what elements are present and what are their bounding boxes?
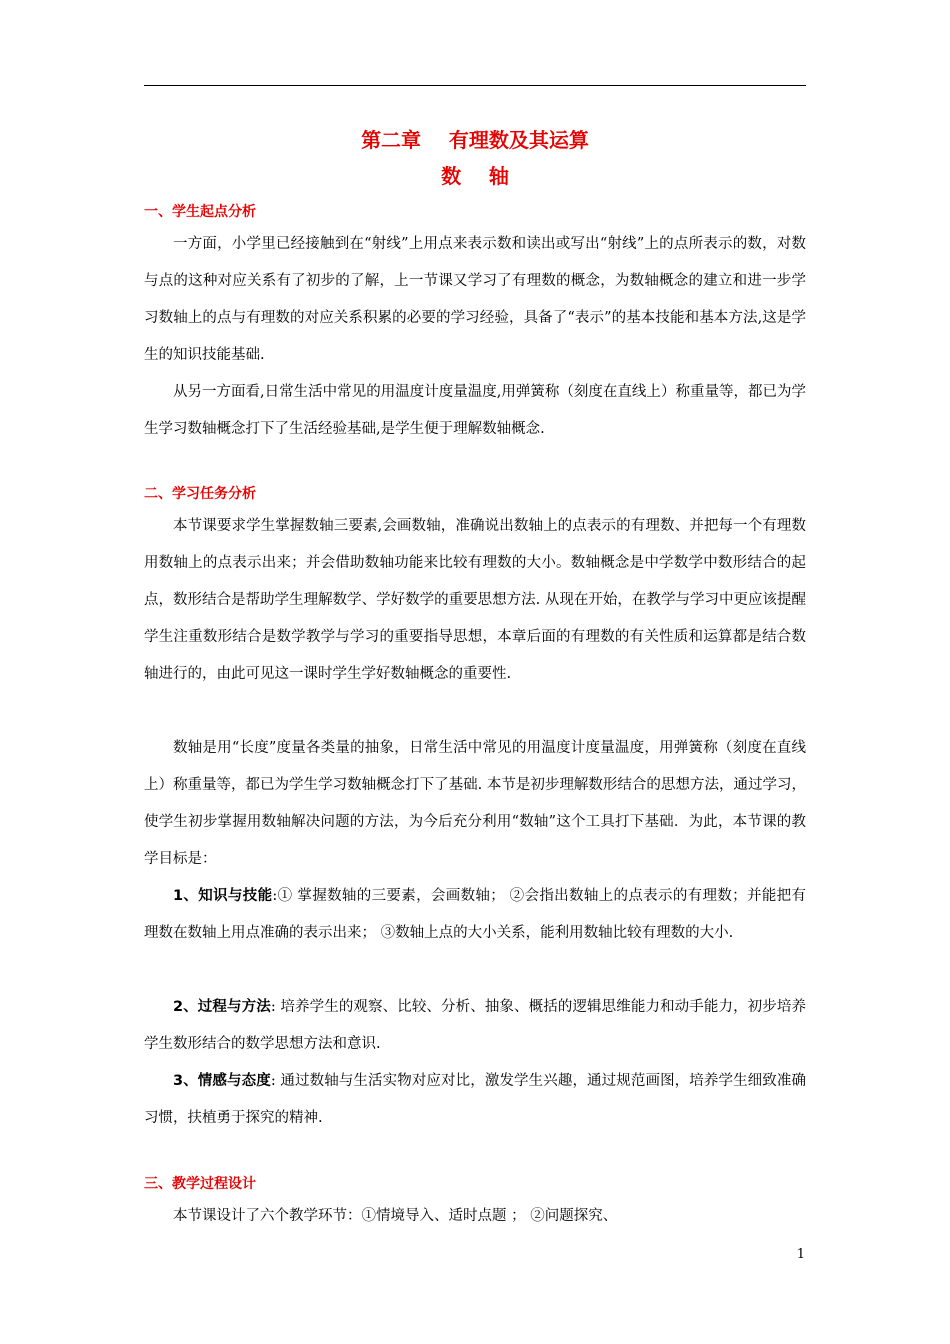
goal-text: :① 掌握数轴的三要素，会画数轴； ②会指出数轴上的点表示的有理数；并能把有理数在数轴上用点准确的表示出来； ③数轴上点的大小关系，能利用数轴比较有理数的大小. — [144, 888, 806, 941]
header-rule — [144, 85, 806, 86]
page-number: 1 — [796, 1247, 805, 1262]
goal-emotion-attitude — [144, 1063, 806, 1137]
chapter-title: 第二章 有理数及其运算 — [361, 128, 589, 152]
section-heading-teaching-process: 三、教学过程设计 — [144, 1176, 256, 1192]
section-heading-student-analysis: 一、学生起点分析 — [144, 204, 256, 220]
paragraph: 本节课要求学生掌握数轴三要素,会画数轴，准确说出数轴上的点表示的有理数、并把每一个有理数用数轴上的点表示出来；并会借助数轴功能来比较有理数的大小。数轴概念是中学数学中数形结合的起点，数形结合是帮助学生理解数学、学好数学的重要思想方法. 从现在开始，在教学与学习中更应该提醒学生注重数形结合是数学教学与学习的重要指导思想，本章后面的有理数的有关性质和运算都是结合数轴进行的，由此可见这一课时学生学好数轴概念的重要性. — [144, 518, 806, 682]
goal-text: : 培养学生的观察、比较、分析、抽象、概括的逻辑思维能力和动手能力，初步培养学生数形结合的数学思想方法和意识. — [144, 999, 806, 1052]
paragraph: 从另一方面看,日常生活中常见的用温度计度量温度,用弹簧称（刻度在直线上）称重量等，都已为学生学习数轴概念打下了生活经验基础,是学生便于理解数轴概念. — [144, 384, 806, 437]
paragraph: 数轴是用“长度”度量各类量的抽象，日常生活中常见的用温度计度量温度，用弹簧称（刻度在直线上）称重量等，都已为学生学习数轴概念打下了基础. 本节是初步理解数形结合的思想方法，通过学习，使学生初步掌握用数轴解决问题的方法，为今后充分利用“数轴”这个工具打下基础．为此，本节课的教学目标是： — [144, 740, 806, 867]
paragraph: 本节课设计了六个教学环节：①情境导入、适时点题 ； ②问题探究、 — [173, 1208, 618, 1224]
goal-knowledge-skills — [144, 878, 806, 952]
goal-text: : 通过数轴与生活实物对应对比，激发学生兴趣，通过规范画图，培养学生细致准确习惯，扶植勇于探究的精神. — [144, 1073, 806, 1126]
goal-process-method — [144, 989, 806, 1063]
goal-label: 1、知识与技能 — [173, 888, 273, 904]
goal-label: 2、过程与方法 — [173, 999, 271, 1015]
section-heading-task-analysis: 二、学习任务分析 — [144, 486, 256, 502]
goal-label: 3、情感与态度 — [173, 1073, 271, 1089]
paragraph: 一方面，小学里已经接触到在“射线”上用点来表示数和读出或写出“射线”上的点所表示的数，对数与点的这种对应关系有了初步的了解，上一节课又学习了有理数的概念，为数轴概念的建立和进一步学习数轴上的点与有理数的对应关系积累的必要的学习经验，具备了“表示”的基本技能和基本方法,这是学生的知识技能基础. — [144, 236, 806, 363]
lesson-title: 数 轴 — [441, 164, 509, 188]
